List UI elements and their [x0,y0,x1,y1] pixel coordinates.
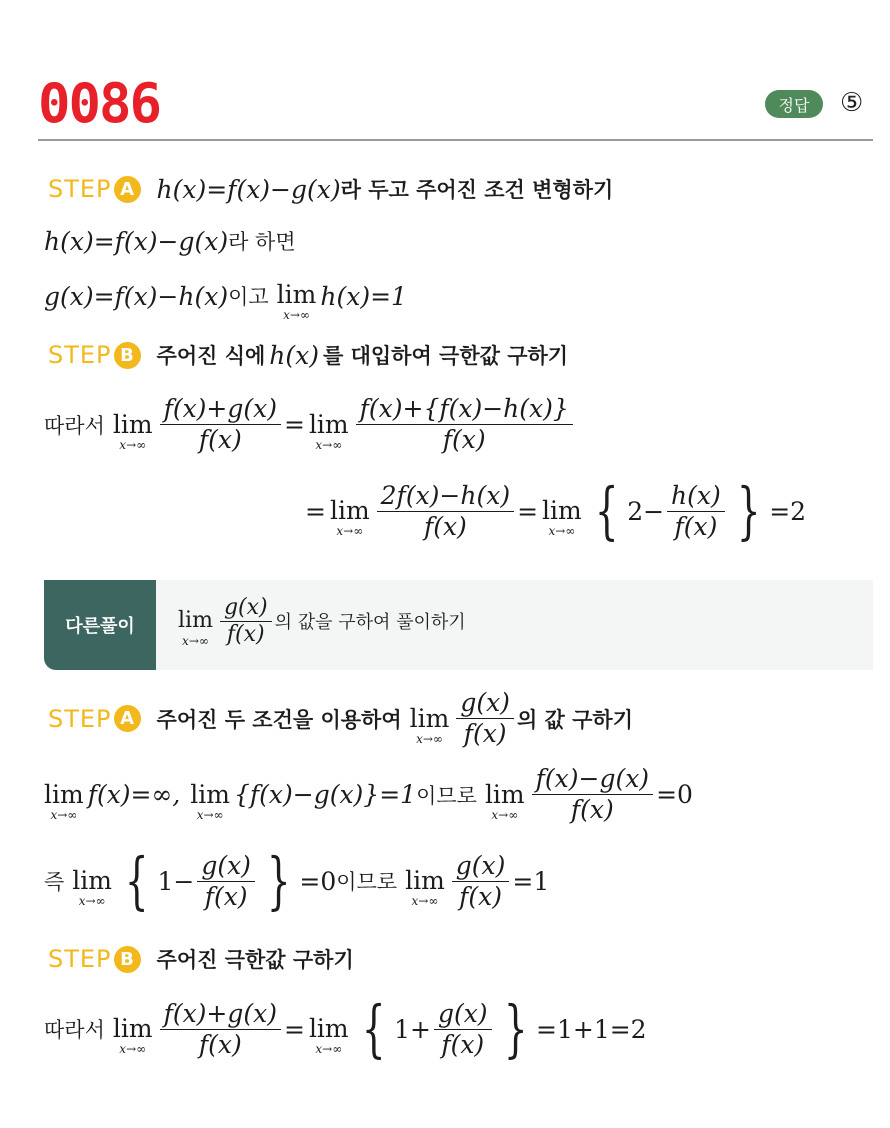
lim-text: lim [542,496,582,525]
alt-solution-badge [44,580,156,670]
math-expression: 2− [627,496,665,526]
denominator: f(x) [423,511,467,541]
limit-operator [330,498,370,538]
step-a-title-math: h(x)=f(x)−g(x) [156,174,341,204]
alt-solution-label: 다른풀이 [65,616,135,637]
step-a-heading [48,174,613,204]
fraction [532,764,653,825]
result: =2 [769,496,807,526]
alt-step-a-line2 [44,844,550,917]
lim-text: lim [276,280,317,309]
numerator: g(x) [437,998,488,1028]
alt-step-a-heading [48,688,633,749]
math-expression: h(x)=f(x)−g(x) [44,226,229,256]
answer-label: 정답 [778,95,810,115]
lim-text: lim [112,1014,153,1043]
result: =1+1=2 [536,1014,647,1044]
problem-number: 0086 [38,72,161,135]
text: 이고 [228,285,269,309]
lim-subscript: x→∞ [411,894,439,908]
limit-operator [72,868,112,908]
alt-step-b-title: 주어진 극한값 구하기 [156,948,354,972]
limit-operator [44,779,84,822]
fraction [356,394,573,455]
lim-text: lim [178,608,213,633]
step-a-badge: A [114,176,141,203]
lim-subscript: x→∞ [416,731,443,746]
math-expression: h(x)=1 [320,281,407,311]
text: 이므로 [416,783,477,808]
brace-close: } [736,474,761,547]
fraction [377,481,514,542]
denominator: f(x) [442,425,486,454]
lim-text: lim [44,779,84,809]
brace-close: } [266,844,291,917]
lim-text: lim [112,409,153,439]
fraction [667,481,725,542]
numerator: f(x)+{f(x)−h(x)} [359,394,569,423]
alt-step-a-title-pre: 주어진 두 조건을 이용하여 [156,707,402,732]
result: =1 [512,866,550,896]
lim-text: lim [409,703,450,733]
fraction [220,595,272,648]
text: 즉 [44,870,65,894]
lim-subscript: x→∞ [548,524,576,538]
denominator: f(x) [204,881,248,911]
lim-subscript: x→∞ [315,437,343,452]
lim-subscript: x→∞ [336,524,364,538]
step-b-badge: B [114,342,141,369]
lim-subscript: x→∞ [283,308,310,322]
math-expression: 1− [157,866,195,896]
step-label: STEP [48,175,112,203]
denominator: f(x) [459,881,503,911]
denominator: f(x) [198,425,242,454]
math-expression: {f(x)−g(x)}=1 [233,780,417,809]
limit-operator [178,608,213,648]
step-a-line1 [44,226,296,256]
numerator: 2f(x)−h(x) [380,480,511,510]
brace-open: { [594,474,619,547]
step-b-heading [48,340,568,370]
alt-step-b-heading [48,944,354,974]
equals: = [283,410,305,439]
limit-operator [309,1016,349,1056]
fraction [434,999,492,1060]
lim-text: lim [484,779,525,809]
lim-text: lim [72,866,112,895]
text: 이므로 [336,870,398,894]
denominator: f(x) [570,795,614,824]
result: =0 [656,780,693,809]
text: 라 하면 [228,230,296,254]
equals: = [305,496,326,526]
numerator: f(x)−g(x) [535,764,650,793]
denominator: f(x) [441,1029,485,1059]
brace-open: { [124,844,149,917]
fraction [197,851,255,912]
alt-step-a-title-post: 의 값 구하기 [516,707,633,732]
alt-solution-description [174,594,466,648]
lim-text: lim [329,496,370,525]
limit-operator [542,498,582,538]
equals: = [283,1014,305,1044]
alt-step-b-line1 [44,992,647,1065]
lim-subscript: x→∞ [182,634,209,648]
limit-operator [484,779,525,822]
numerator: g(x) [460,688,510,717]
limit-operator [405,868,445,908]
limit-operator [277,282,317,322]
fraction [456,688,514,749]
limit-operator [190,779,230,822]
math-expression: 1+ [394,1014,431,1044]
denominator: f(x) [463,719,507,748]
brace-open: { [361,992,386,1065]
fraction [160,999,281,1060]
denominator: f(x) [674,511,718,541]
lim-text: lim [190,779,230,809]
denominator: f(x) [198,1029,242,1059]
step-label: STEP [48,704,112,733]
numerator: g(x) [201,850,251,880]
step-a-title-text: 라 두고 주어진 조건 변형하기 [340,178,614,202]
answer-badge [765,90,823,118]
math-expression: g(x)=f(x)−h(x) [44,281,229,311]
lim-subscript: x→∞ [78,894,106,908]
numerator: g(x) [455,850,506,880]
lim-subscript: x→∞ [119,1042,147,1056]
limit-operator [112,409,153,452]
step-b-line2 [305,474,807,547]
numerator: h(x) [671,480,721,510]
alt-step-a-badge: A [114,705,141,732]
step-b-title-pre: 주어진 식에 [156,344,266,368]
limit-operator [113,1016,153,1056]
equals: = [517,496,539,526]
fraction [160,394,281,455]
text: 따라서 [44,413,105,438]
lim-text: lim [308,409,349,439]
alt-step-b-badge: B [114,946,141,973]
step-label: STEP [48,945,112,973]
answer-value: ⑤ [840,88,864,118]
step-label: STEP [48,341,112,369]
lim-subscript: x→∞ [50,807,78,822]
step-b-title-post: 를 대입하여 극한값 구하기 [323,344,569,368]
alt-step-a-line1 [44,764,693,825]
numerator: g(x) [223,594,268,620]
limit-operator [308,409,349,452]
fraction [452,851,510,912]
lim-text: lim [308,1014,349,1043]
lim-text: lim [405,866,445,895]
math-expression: =0 [299,866,337,896]
lim-subscript: x→∞ [491,807,519,822]
step-b-line1 [44,394,576,455]
text: 따라서 [44,1018,105,1042]
lim-subscript: x→∞ [119,437,147,452]
step-a-line2 [44,270,407,322]
numerator: f(x)+g(x) [163,394,277,423]
lim-subscript: x→∞ [315,1042,343,1056]
step-b-title-math: h(x) [269,340,319,370]
text: 의 값을 구하여 풀이하기 [274,612,466,633]
header-divider [38,139,873,141]
limit-operator [409,703,450,746]
denominator: f(x) [226,621,265,647]
lim-subscript: x→∞ [196,807,224,822]
brace-close: } [503,992,528,1065]
numerator: f(x)+g(x) [163,998,277,1028]
math-expression: f(x)=∞, [87,780,181,809]
